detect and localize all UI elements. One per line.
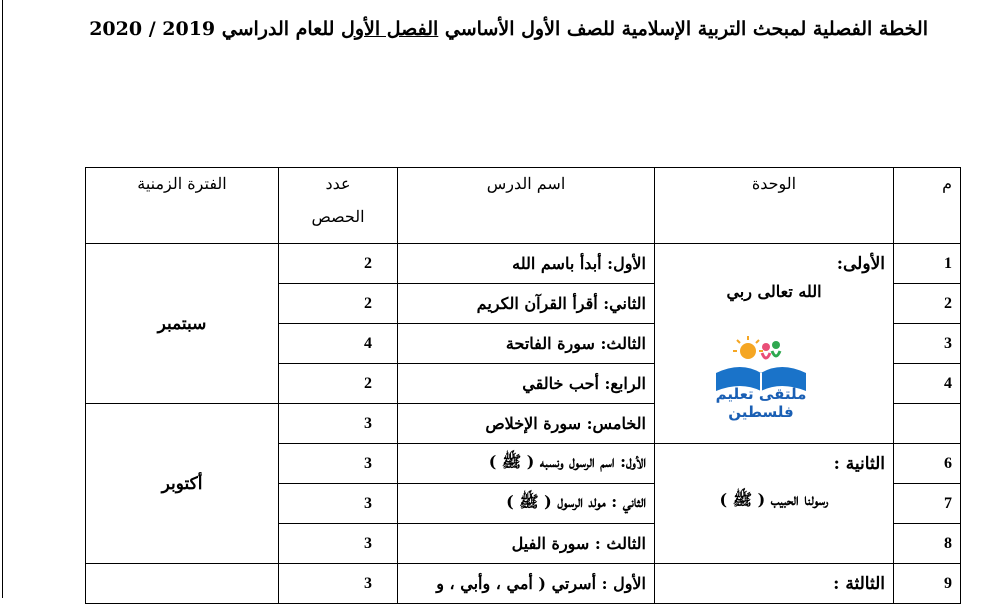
document-title: الخطة الفصلية لمبحث التربية الإسلامية للصف الأول الأساسي الفصل الأول للعام الدراسي 2019 / 2020 bbox=[89, 18, 928, 40]
header-row bbox=[86, 168, 961, 244]
table-row: 9 الثالثة : الأول : أسرتي ( أمي ، وأبي ، و 3 bbox=[86, 564, 961, 604]
table-row: 3 الثالث: سورة الفاتحة 4 bbox=[86, 324, 961, 364]
table-row: 6 الثانية : رسولنا الحبيب ( ﷺ ) الأول: اسم الرسول ونسبه ( ﷺ ) 3 bbox=[86, 444, 961, 484]
semester-highlight: الفصل الأول bbox=[341, 18, 439, 40]
header-count: عدد الحصص bbox=[279, 168, 398, 244]
header-num: م bbox=[894, 168, 961, 244]
period-september: سبتمبر bbox=[86, 244, 279, 404]
table-row: 2 الثاني: أقرأ القرآن الكريم 2 bbox=[86, 284, 961, 324]
unit-3-cell: الثالثة : bbox=[655, 564, 894, 604]
logo-text: ملتقى تعليم فلسطين bbox=[715, 385, 807, 421]
period-october: أكتوبر bbox=[86, 404, 279, 564]
header-lesson: اسم الدرس bbox=[398, 168, 655, 244]
table-row: الخامس: سورة الإخلاص 3 أكتوبر bbox=[86, 404, 961, 444]
table-row: 8 الثالث : سورة الفيل 3 bbox=[86, 524, 961, 564]
forum-logo bbox=[686, 333, 836, 421]
unit-2-cell: الثانية : رسولنا الحبيب ( ﷺ ) bbox=[655, 444, 894, 564]
header-unit: الوحدة bbox=[655, 168, 894, 244]
table-row: 1 الأولى: الله تعالى ربي الأول: أبدأ باسم الله 2 سبتمبر bbox=[86, 244, 961, 284]
header-period: الفترة الزمنية bbox=[86, 168, 279, 244]
table-row: 7 الثاني : مولد الرسول ( ﷺ ) 3 bbox=[86, 484, 961, 524]
table-row: 4 الرابع: أحب خالقي 2 bbox=[86, 364, 961, 404]
page-border bbox=[2, 0, 3, 598]
unit-1-cell: الأولى: الله تعالى ربي bbox=[655, 244, 894, 404]
